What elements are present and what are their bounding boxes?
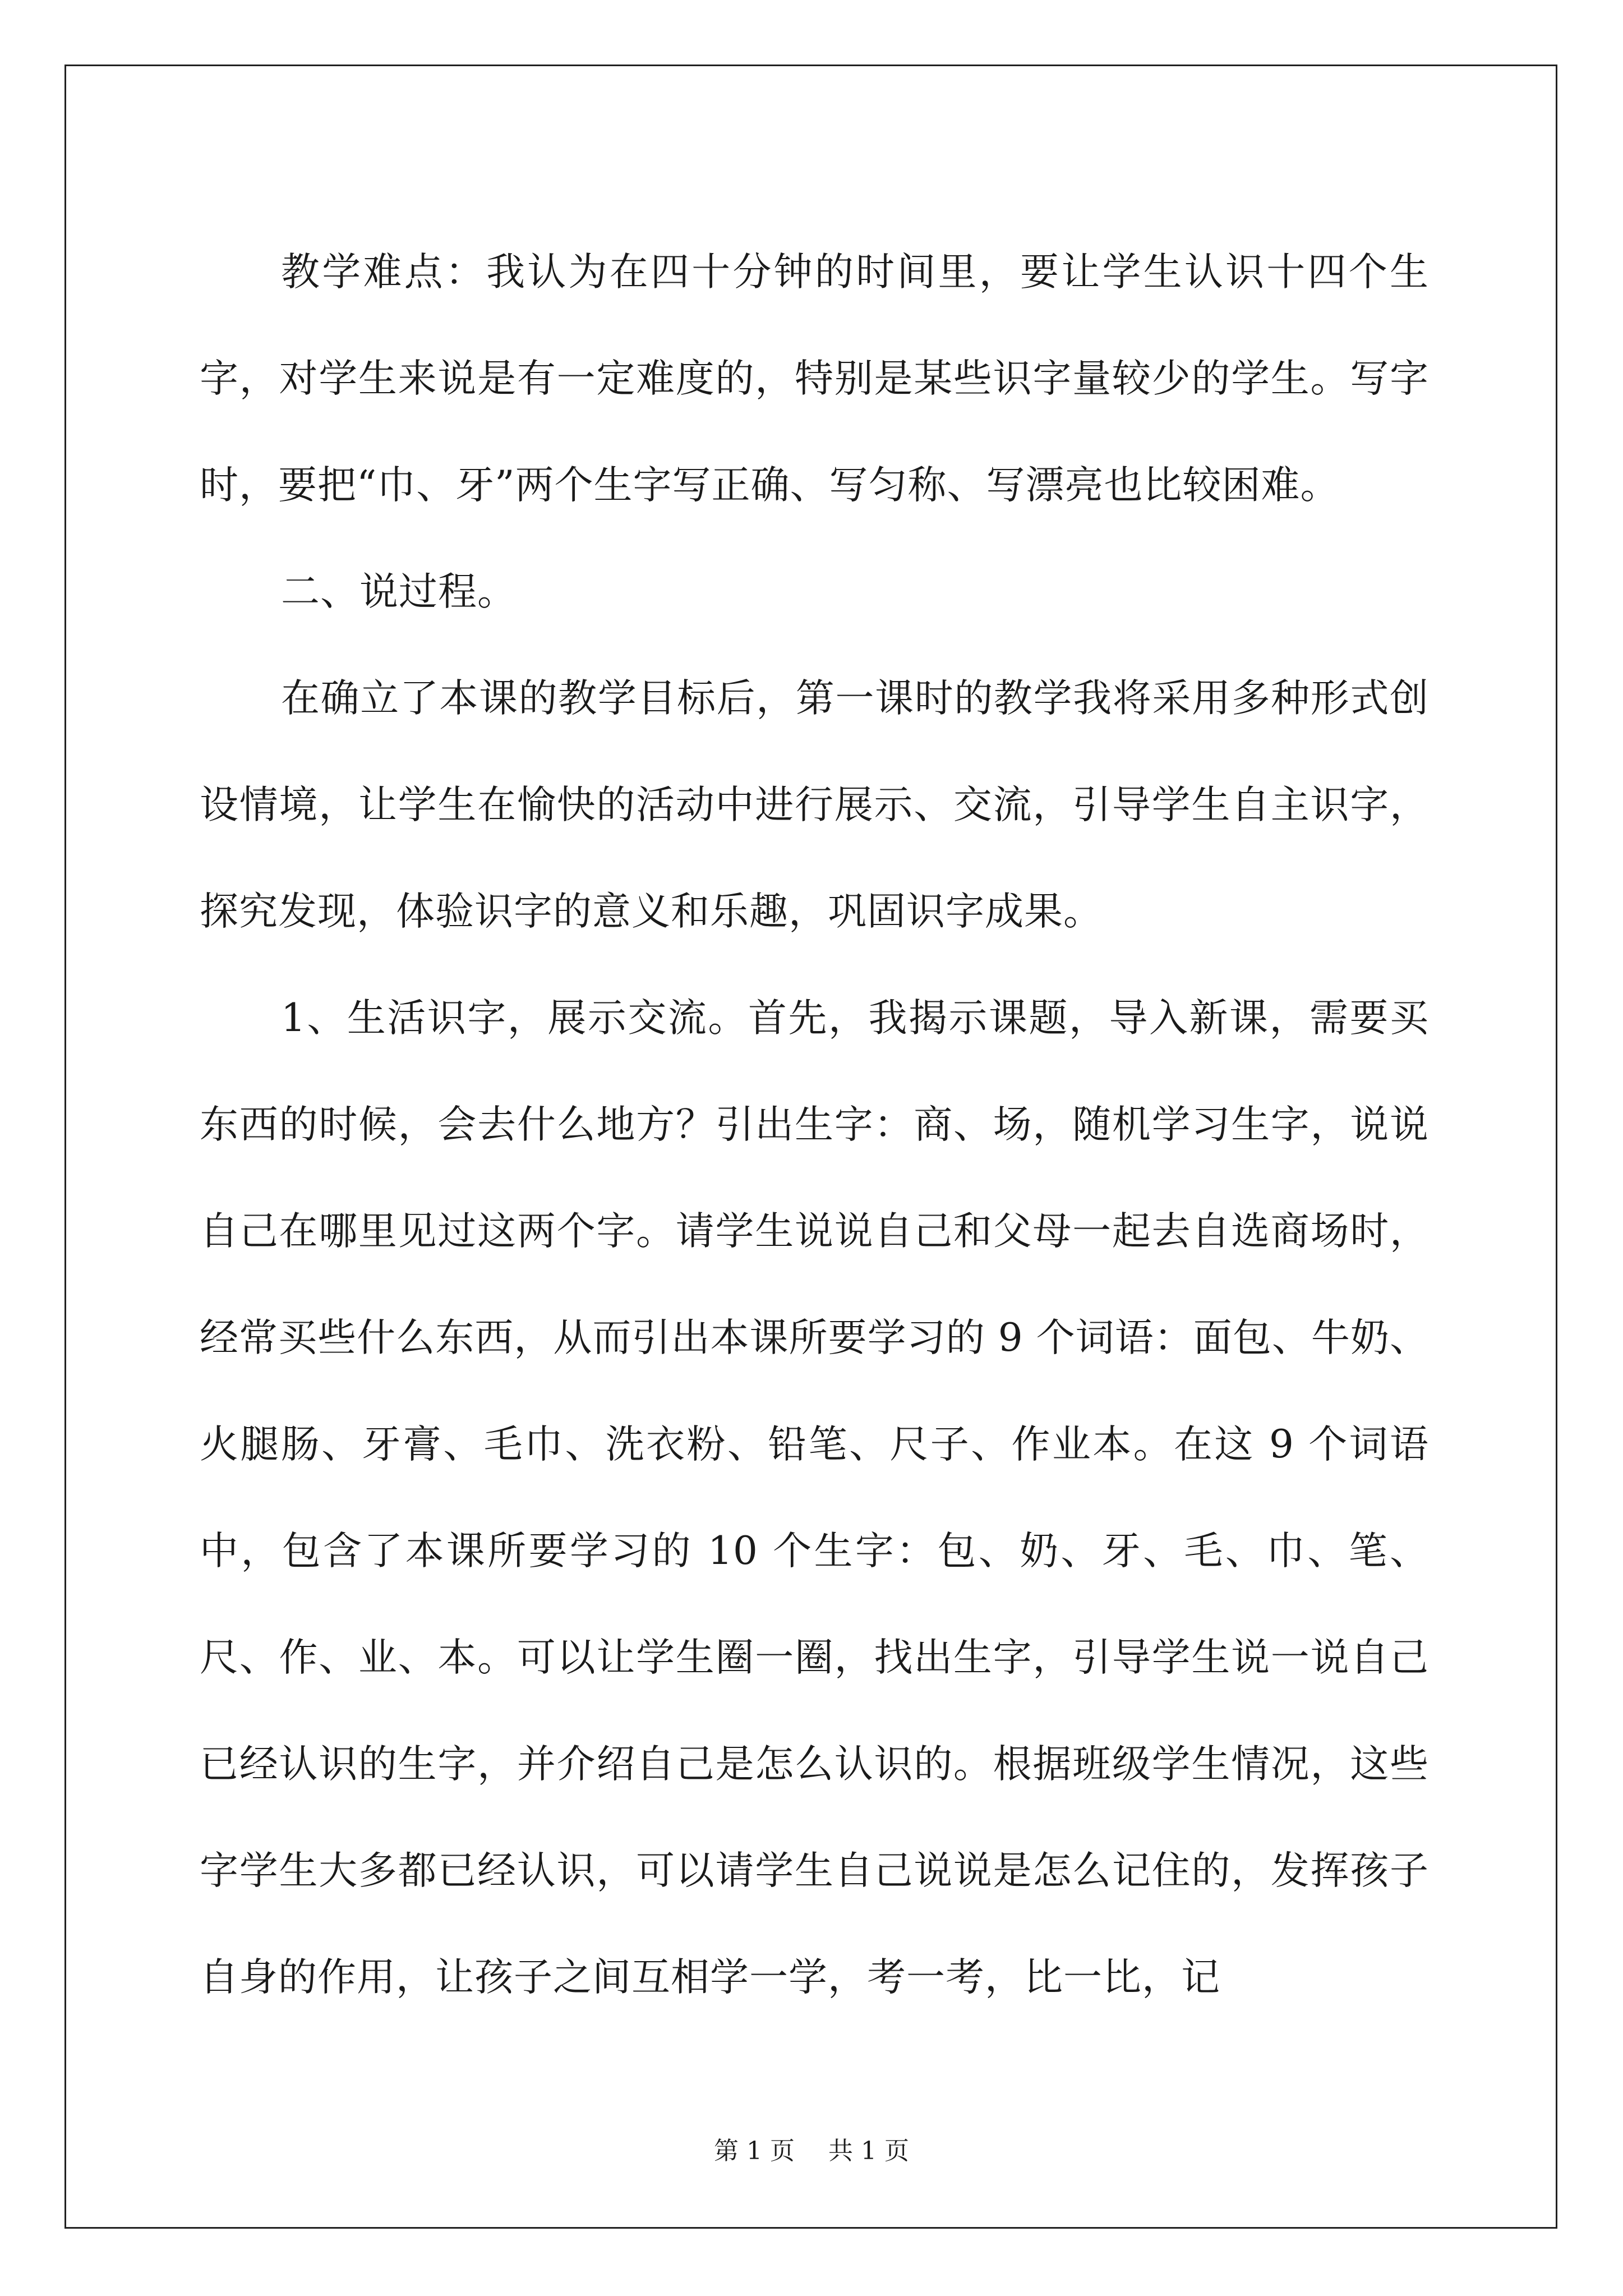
paragraph-life-literacy: 1、生活识字，展示交流。首先，我揭示课题，导入新课，需要买东西的时候，会去什么地方？引出生字：商、场，随机学习生字，说说自己在哪里见过这两个字。请学生说说自己和父母一起去自选商场时，经常买些什么东西，从而引出本课所要学习的 9 个词语：面包、牛奶、火腿肠、牙膏、毛巾、洗衣粉、铅笔、尺子、作业本。在这 9 个词语中，包含了本课所要学习的 10 个生字：包、奶、牙、毛、巾、笔、尺、作、业、本。可以让学生圈一圈，找出生字，引导学生说一说自己已经认识的生字，并介绍自己是怎么认识的。根据班级学生情况，这些字学生大多都已经认识，可以请学生自己说说是怎么记住的，发挥孩子自身的作用，让孩子之间互相学一学，考一考，比一比，记 bbox=[200, 996, 1429, 2000]
paragraph-process-intro: 在确立了本课的教学目标后，第一课时的教学我将采用多种形式创设情境，让学生在愉快的活动中进行展示、交流，引导学生自主识字，探究发现，体验识字的意义和乐趣，巩固识字成果。 bbox=[200, 676, 1429, 934]
page-total: 共 1 页 bbox=[828, 2137, 909, 2165]
page-number: 第 1 页 bbox=[714, 2137, 795, 2165]
page-footer bbox=[0, 2131, 1623, 2166]
document-body bbox=[200, 219, 1429, 2031]
paragraph-section-heading: 二、说过程。 bbox=[281, 569, 517, 614]
paragraph-teaching-difficulty: 教学难点：我认为在四十分钟的时间里，要让学生认识十四个生字，对学生来说是有一定难度的，特别是某些识字量较少的学生。写字时，要把“巾、牙”两个生字写正确、写匀称、写漂亮也比较困难。 bbox=[200, 250, 1429, 508]
